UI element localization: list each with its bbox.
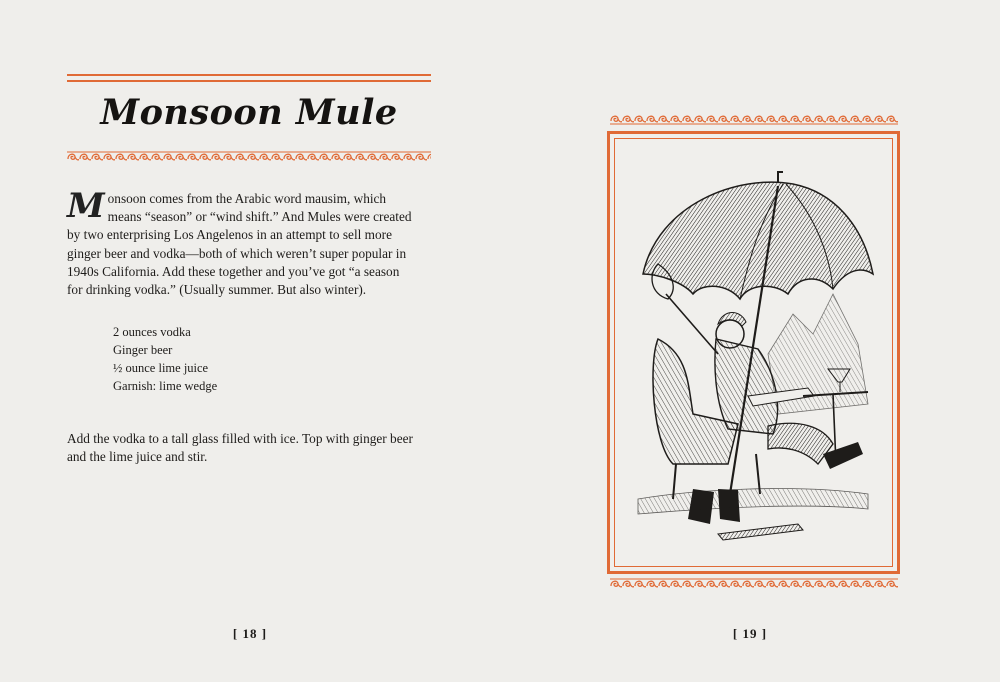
right-page [500, 0, 1000, 682]
recipe-title: Monsoon Mule [100, 92, 398, 133]
method-paragraph: Add the vodka to a tall glass filled with ice. Top with ginger beer and the lime juice and stir. [67, 431, 413, 465]
scroll-ornament-top [610, 113, 898, 125]
intro-text: onsoon comes from the Arabic word mausim, which means “season” or “wind shift.” And Mules were created by two enterprising Los Angelenos in an attempt to sell more ginger beer and vodka—both of which weren’t super popular in 1940s California. Add these together and you’ve got “a season for drinking vodka.” (Usually summer. But also winter). [67, 191, 412, 298]
intro-paragraph [67, 186, 412, 299]
ingredient-item: Garnish: lime wedge [113, 379, 218, 393]
illustration-frame [607, 131, 900, 574]
title-double-rule [67, 74, 431, 83]
ingredient-item: Ginger beer [113, 343, 173, 357]
drop-cap: M [67, 186, 105, 226]
page-number-left: [ 18 ] [232, 626, 268, 641]
ingredient-list [113, 323, 217, 395]
ingredient-item: ½ ounce lime juice [113, 361, 209, 375]
ingredient-item: 2 ounces vodka [113, 325, 191, 339]
page-number-right: [ 19 ] [732, 626, 768, 641]
engraving-illustration [618, 164, 884, 544]
scroll-ornament-rule [67, 151, 431, 163]
scroll-ornament-bottom [610, 578, 898, 590]
